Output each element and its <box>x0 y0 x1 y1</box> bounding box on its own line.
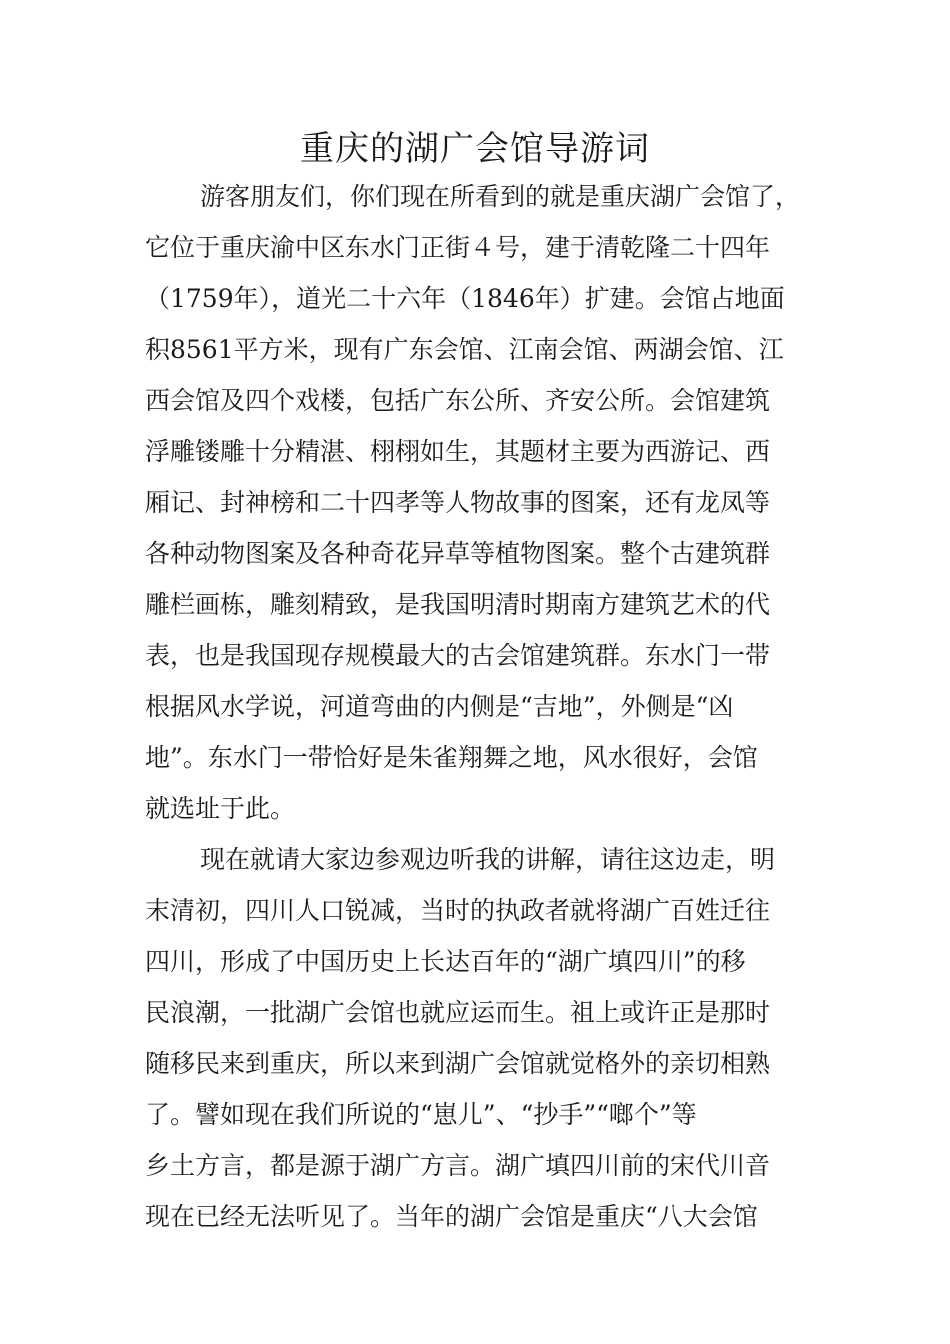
paragraph-line: 现在就请大家边参观边听我的讲解，请往这边走，明 <box>200 845 776 874</box>
paragraph-line: 根据风水学说，河道弯曲的内侧是“吉地”，外侧是“凶 <box>145 692 734 721</box>
paragraph-line: 西会馆及四个戏楼，包括广东公所、齐安公所。会馆建筑 <box>145 386 771 415</box>
paragraph-line: 浮雕镂雕十分精湛、栩栩如生，其题材主要为西游记、西 <box>145 437 771 466</box>
paragraph-line: 了。譬如现在我们所说的“崽儿”、“抄手”“啷个”等 <box>145 1100 697 1129</box>
paragraph-line: 地”。东水门一带恰好是朱雀翔舞之地，风水很好，会馆 <box>145 743 758 772</box>
paragraph-line: 乡土方言，都是源于湖广方言。湖广填四川前的宋代川音 <box>145 1151 771 1180</box>
paragraph-line: 民浪潮，一批湖广会馆也就应运而生。祖上或许正是那时 <box>145 998 771 1027</box>
paragraph-line: 雕栏画栋，雕刻精致，是我国明清时期南方建筑艺术的代 <box>145 590 771 619</box>
paragraph-line: 四川，形成了中国历史上长达百年的“湖广填四川”的移 <box>145 947 746 976</box>
paragraph-line: （1759年），道光二十六年（1846年）扩建。会馆占地面 <box>145 284 785 313</box>
document-title: 重庆的湖广会馆导游词 <box>300 129 650 169</box>
paragraph-line: 它位于重庆渝中区东水门正街４号，建于清乾隆二十四年 <box>145 233 771 262</box>
paragraph-line: 末清初，四川人口锐减，当时的执政者就将湖广百姓迁往 <box>145 896 771 925</box>
paragraph-line: 游客朋友们，你们现在所看到的就是重庆湖广会馆了， <box>200 182 801 211</box>
paragraph-line: 积8561平方米，现有广东会馆、江南会馆、两湖会馆、江 <box>145 335 784 364</box>
paragraph-line: 各种动物图案及各种奇花异草等植物图案。整个古建筑群 <box>145 539 771 568</box>
paragraph-line: 现在已经无法听见了。当年的湖广会馆是重庆“八大会馆 <box>145 1202 758 1231</box>
paragraph-line: 表，也是我国现存规模最大的古会馆建筑群。东水门一带 <box>145 641 771 670</box>
paragraph-line: 随移民来到重庆，所以来到湖广会馆就觉格外的亲切相熟 <box>145 1049 771 1078</box>
paragraph-line: 就选址于此。 <box>145 794 296 823</box>
paragraph-line: 厢记、封神榜和二十四孝等人物故事的图案，还有龙凤等 <box>145 488 771 517</box>
